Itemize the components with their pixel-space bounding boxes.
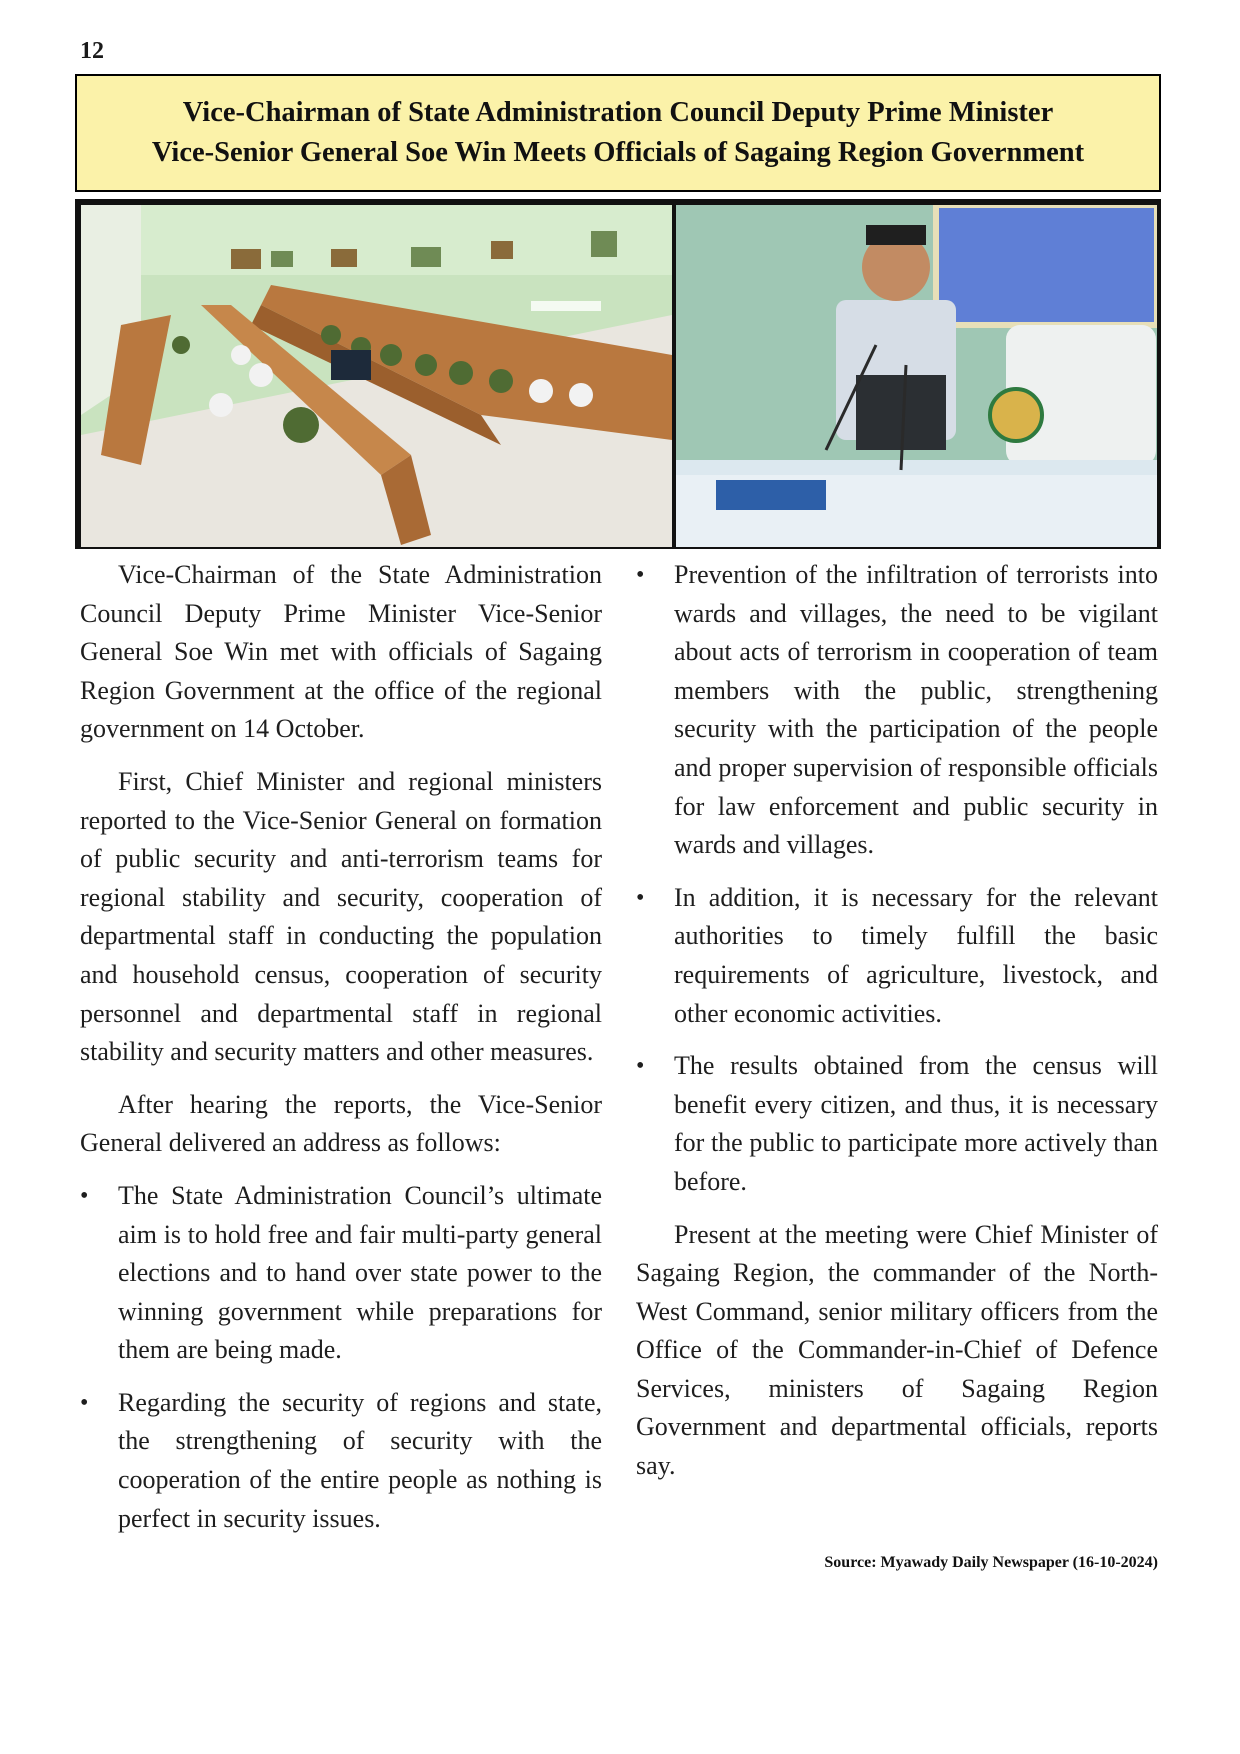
article-right-column (636, 556, 1158, 1500)
bullet-text: The results obtained from the census will benefit every citizen, and thus, it is necessary for the public to participate more actively than before. (674, 1051, 1158, 1196)
page-number: 12 (80, 38, 104, 64)
bullet-dot-icon: • (636, 1053, 645, 1080)
article-paragraph: After hearing the reports, the Vice-Senior General delivered an address as follows: (80, 1089, 602, 1158)
article-paragraph: Present at the meeting were Chief Minister of Sagaing Region, the commander of the North-West Command, senior military officers from the Office of the Commander-in-Chief of Defence Services, ministers of Sagaing Region Government and departmental officials, reports say. (636, 1219, 1158, 1481)
bullet-dot-icon: • (636, 562, 645, 588)
bullet-dot-icon: • (80, 1182, 89, 1209)
bullet-text: In addition, it is necessary for the relevant authorities to timely fulfill the basic requirements of agriculture, livestock, and other economic activities. (674, 882, 1158, 1028)
meeting-hall-photo (81, 205, 672, 547)
bullet-dot-icon: • (80, 1389, 89, 1416)
address-bullet (636, 879, 1158, 1033)
bullet-text: The State Administration Council’s ultimate aim is to hold free and fair multi-party general elections and to hand over state power to the winning government while preparations for them are being made. (118, 1180, 602, 1365)
article-left-column (80, 556, 602, 1552)
photo-strip (75, 199, 1161, 549)
article-paragraph: First, Chief Minister and regional ministers reported to the Vice-Senior General on formation of public security and anti-terrorism teams for regional stability and security, cooperation of departmental staff in conducting the population and household census, cooperation of security personnel and departmental staff in regional stability and security matters and other measures. (80, 766, 602, 1067)
address-bullet (80, 1177, 602, 1370)
article-paragraph: Vice-Chairman of the State Administration Council Deputy Prime Minister Vice-Senior General Soe Win met with officials of Sagaing Region Government at the office of the regional government on 14 October. (80, 560, 602, 744)
speaker-photo (676, 205, 1157, 547)
headline-line-1: Vice-Chairman of State Administration Council Deputy Prime Minister (182, 97, 1054, 128)
address-bullet (636, 1047, 1158, 1201)
headline-line-2: Vice-Senior General Soe Win Meets Officials of Sagaing Region Government (151, 137, 1085, 168)
address-bullet (80, 1384, 602, 1538)
bullet-dot-icon: • (636, 884, 645, 911)
headline-box (75, 74, 1161, 192)
source-credit: Source: Myawady Daily Newspaper (16-10-2024) (824, 1554, 1158, 1571)
bullet-text: Prevention of the infiltration of terrorists into wards and villages, the need to be vigilant about acts of terrorism in cooperation of team members with the public, strengthening security with the participation of the people and proper supervision of responsible officials for law enforcement and public security in wards and villages. (674, 560, 1158, 860)
bullet-text: Regarding the security of regions and state, the strengthening of security with the cooperation of the entire people as nothing is perfect in security issues. (118, 1387, 602, 1533)
address-bullet (636, 556, 1158, 865)
